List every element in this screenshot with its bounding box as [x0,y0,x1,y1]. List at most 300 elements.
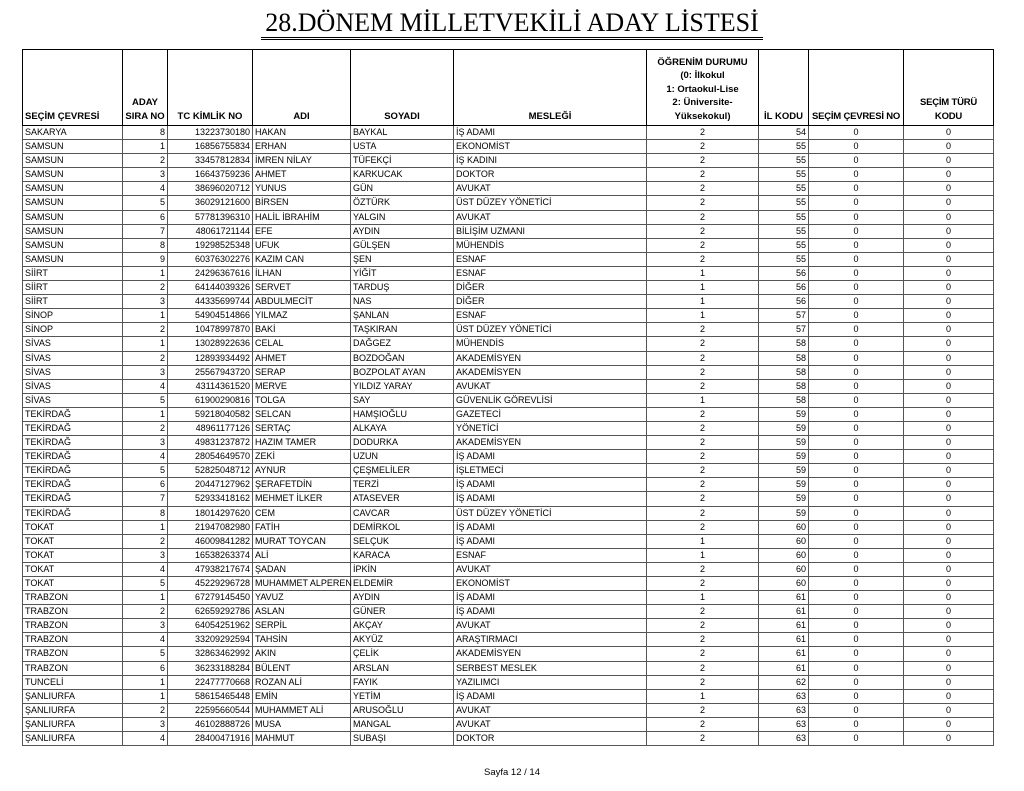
cell-sira-no: 2 [123,605,168,619]
cell-secim-cevresi: TRABZON [23,647,123,661]
cell-sira-no: 1 [123,407,168,421]
cell-ogrenim: 1 [647,281,759,295]
cell-sira-no: 1 [123,689,168,703]
cell-ogrenim: 2 [647,717,759,731]
table-row [23,337,994,351]
cell-secim-cevresi-no: 0 [809,520,904,534]
cell-secim-turu-kodu: 0 [904,478,994,492]
cell-secim-turu-kodu: 0 [904,154,994,168]
cell-il-kodu: 61 [759,605,809,619]
header-adi: ADI [253,50,351,126]
table-row [23,351,994,365]
cell-secim-cevresi-no: 0 [809,464,904,478]
table-row [23,689,994,703]
cell-ogrenim: 2 [647,605,759,619]
cell-il-kodu: 55 [759,238,809,252]
cell-soyadi: BAYKAL [351,126,454,140]
cell-meslegi: DİĞER [454,295,647,309]
cell-secim-cevresi-no: 0 [809,689,904,703]
cell-secim-cevresi: TRABZON [23,591,123,605]
cell-adi: ABDULMECİT [253,295,351,309]
cell-tc-kimlik-no: 36233188284 [168,661,253,675]
cell-tc-kimlik-no: 12893934492 [168,351,253,365]
table-row [23,732,994,746]
cell-ogrenim: 2 [647,168,759,182]
cell-il-kodu: 62 [759,675,809,689]
cell-sira-no: 5 [123,647,168,661]
cell-secim-cevresi-no: 0 [809,591,904,605]
table-row [23,365,994,379]
cell-il-kodu: 63 [759,703,809,717]
cell-il-kodu: 61 [759,647,809,661]
cell-secim-cevresi: TEKİRDAĞ [23,450,123,464]
cell-tc-kimlik-no: 46102888726 [168,717,253,731]
cell-secim-cevresi: TRABZON [23,661,123,675]
cell-il-kodu: 56 [759,295,809,309]
cell-secim-cevresi: SİVAS [23,337,123,351]
cell-tc-kimlik-no: 48061721144 [168,224,253,238]
table-row [23,210,994,224]
cell-adi: İLHAN [253,266,351,280]
cell-sira-no: 5 [123,464,168,478]
cell-ogrenim: 2 [647,661,759,675]
cell-tc-kimlik-no: 10478997870 [168,323,253,337]
cell-tc-kimlik-no: 21947082980 [168,520,253,534]
cell-adi: ASLAN [253,605,351,619]
cell-il-kodu: 61 [759,633,809,647]
table-row [23,126,994,140]
cell-secim-cevresi: SİVAS [23,393,123,407]
cell-adi: HAKAN [253,126,351,140]
cell-tc-kimlik-no: 13223730180 [168,126,253,140]
cell-tc-kimlik-no: 64144039326 [168,281,253,295]
cell-tc-kimlik-no: 24296367616 [168,266,253,280]
cell-sira-no: 6 [123,478,168,492]
cell-ogrenim: 2 [647,182,759,196]
cell-sira-no: 4 [123,182,168,196]
cell-sira-no: 3 [123,619,168,633]
cell-adi: MERVE [253,379,351,393]
table-row [23,577,994,591]
cell-sira-no: 3 [123,295,168,309]
cell-secim-cevresi: TEKİRDAĞ [23,436,123,450]
cell-il-kodu: 58 [759,351,809,365]
cell-secim-cevresi-no: 0 [809,224,904,238]
header-secim-cevresi-no: SEÇİM ÇEVRESİ NO [809,50,904,126]
table-row [23,436,994,450]
header-secim-cevresi: SEÇİM ÇEVRESİ [23,50,123,126]
cell-ogrenim: 2 [647,351,759,365]
cell-il-kodu: 55 [759,182,809,196]
table-row [23,633,994,647]
cell-sira-no: 4 [123,562,168,576]
cell-tc-kimlik-no: 61900290816 [168,393,253,407]
cell-ogrenim: 2 [647,478,759,492]
cell-secim-cevresi-no: 0 [809,562,904,576]
cell-meslegi: MÜHENDİS [454,337,647,351]
cell-sira-no: 9 [123,252,168,266]
cell-adi: TOLGA [253,393,351,407]
cell-adi: YAVUZ [253,591,351,605]
cell-secim-cevresi: TEKİRDAĞ [23,421,123,435]
cell-il-kodu: 59 [759,407,809,421]
cell-ogrenim: 2 [647,238,759,252]
cell-il-kodu: 55 [759,224,809,238]
cell-soyadi: ARUSOĞLU [351,703,454,717]
cell-adi: ZEKİ [253,450,351,464]
cell-sira-no: 1 [123,591,168,605]
cell-secim-cevresi: TUNCELİ [23,675,123,689]
cell-soyadi: GÜNER [351,605,454,619]
cell-ogrenim: 2 [647,365,759,379]
cell-adi: HALİL İBRAHİM [253,210,351,224]
cell-soyadi: YILDIZ YARAY [351,379,454,393]
cell-secim-turu-kodu: 0 [904,365,994,379]
cell-soyadi: TÜFEKÇİ [351,154,454,168]
cell-secim-cevresi-no: 0 [809,478,904,492]
cell-tc-kimlik-no: 43114361520 [168,379,253,393]
cell-secim-cevresi: SAMSUN [23,238,123,252]
cell-ogrenim: 1 [647,689,759,703]
cell-tc-kimlik-no: 62659292786 [168,605,253,619]
cell-ogrenim: 2 [647,492,759,506]
cell-tc-kimlik-no: 28400471916 [168,732,253,746]
cell-tc-kimlik-no: 32863462992 [168,647,253,661]
cell-secim-turu-kodu: 0 [904,238,994,252]
cell-tc-kimlik-no: 58615465448 [168,689,253,703]
table-header-row [23,50,994,126]
cell-secim-turu-kodu: 0 [904,577,994,591]
cell-ogrenim: 2 [647,196,759,210]
cell-soyadi: ŞEN [351,252,454,266]
cell-meslegi: İŞ ADAMI [454,591,647,605]
page-title [0,8,1024,38]
cell-secim-cevresi-no: 0 [809,295,904,309]
cell-secim-cevresi-no: 0 [809,393,904,407]
cell-secim-turu-kodu: 0 [904,295,994,309]
cell-tc-kimlik-no: 52933418162 [168,492,253,506]
cell-soyadi: KARACA [351,548,454,562]
cell-il-kodu: 61 [759,619,809,633]
cell-secim-turu-kodu: 0 [904,506,994,520]
table-body [23,126,994,746]
page-title-text: 28.DÖNEM MİLLETVEKİLİ ADAY LİSTESİ [261,8,762,40]
candidate-table [22,49,994,746]
table-row [23,238,994,252]
table-row [23,619,994,633]
cell-tc-kimlik-no: 25567943720 [168,365,253,379]
cell-tc-kimlik-no: 22595660544 [168,703,253,717]
cell-il-kodu: 60 [759,577,809,591]
cell-secim-turu-kodu: 0 [904,703,994,717]
cell-meslegi: DOKTOR [454,732,647,746]
cell-secim-cevresi: SİNOP [23,323,123,337]
cell-sira-no: 4 [123,450,168,464]
cell-meslegi: DOKTOR [454,168,647,182]
cell-soyadi: YİĞİT [351,266,454,280]
cell-secim-turu-kodu: 0 [904,605,994,619]
cell-il-kodu: 56 [759,281,809,295]
table-row [23,140,994,154]
cell-secim-cevresi-no: 0 [809,577,904,591]
cell-secim-cevresi-no: 0 [809,210,904,224]
cell-secim-cevresi: SİVAS [23,351,123,365]
cell-sira-no: 6 [123,210,168,224]
cell-adi: SERTAÇ [253,421,351,435]
cell-secim-turu-kodu: 0 [904,337,994,351]
cell-meslegi: AVUKAT [454,210,647,224]
cell-soyadi: DODURKA [351,436,454,450]
cell-soyadi: AYDIN [351,591,454,605]
cell-tc-kimlik-no: 33457812834 [168,154,253,168]
cell-sira-no: 4 [123,379,168,393]
cell-ogrenim: 2 [647,421,759,435]
header-aday-sira-no: ADAY SIRA NO [123,50,168,126]
cell-sira-no: 5 [123,577,168,591]
cell-il-kodu: 60 [759,534,809,548]
table-row [23,379,994,393]
cell-sira-no: 1 [123,266,168,280]
table-row [23,252,994,266]
cell-tc-kimlik-no: 59218040582 [168,407,253,421]
cell-soyadi: CAVCAR [351,506,454,520]
cell-tc-kimlik-no: 47938217674 [168,562,253,576]
cell-secim-turu-kodu: 0 [904,196,994,210]
table-row [23,492,994,506]
cell-meslegi: MÜHENDİS [454,238,647,252]
cell-meslegi: AVUKAT [454,703,647,717]
table-row [23,661,994,675]
cell-il-kodu: 63 [759,689,809,703]
cell-adi: MUHAMMET ALİ [253,703,351,717]
cell-ogrenim: 1 [647,266,759,280]
cell-secim-cevresi-no: 0 [809,619,904,633]
cell-secim-turu-kodu: 0 [904,619,994,633]
cell-ogrenim: 2 [647,633,759,647]
cell-adi: SERAP [253,365,351,379]
cell-secim-cevresi-no: 0 [809,492,904,506]
cell-meslegi: ESNAF [454,252,647,266]
cell-meslegi: AVUKAT [454,619,647,633]
cell-secim-cevresi: SİİRT [23,295,123,309]
cell-sira-no: 2 [123,703,168,717]
cell-soyadi: YETİM [351,689,454,703]
cell-adi: FATİH [253,520,351,534]
table-row [23,450,994,464]
cell-ogrenim: 2 [647,675,759,689]
cell-secim-turu-kodu: 0 [904,450,994,464]
cell-secim-cevresi: TOKAT [23,562,123,576]
cell-ogrenim: 2 [647,703,759,717]
cell-secim-cevresi: SAMSUN [23,182,123,196]
cell-secim-cevresi: SİNOP [23,309,123,323]
cell-adi: HAZIM TAMER [253,436,351,450]
cell-sira-no: 3 [123,436,168,450]
cell-ogrenim: 2 [647,252,759,266]
cell-secim-cevresi-no: 0 [809,252,904,266]
cell-secim-cevresi: SAKARYA [23,126,123,140]
cell-sira-no: 2 [123,534,168,548]
cell-meslegi: EKONOMİST [454,577,647,591]
cell-adi: BAKİ [253,323,351,337]
cell-secim-cevresi-no: 0 [809,450,904,464]
cell-secim-turu-kodu: 0 [904,661,994,675]
cell-secim-turu-kodu: 0 [904,140,994,154]
table-row [23,520,994,534]
table-row [23,224,994,238]
header-meslegi: MESLEĞİ [454,50,647,126]
cell-sira-no: 1 [123,337,168,351]
cell-secim-cevresi: SAMSUN [23,196,123,210]
cell-secim-turu-kodu: 0 [904,520,994,534]
cell-sira-no: 5 [123,196,168,210]
cell-meslegi: ÜST DÜZEY YÖNETİCİ [454,506,647,520]
cell-ogrenim: 2 [647,562,759,576]
cell-meslegi: AKADEMİSYEN [454,436,647,450]
cell-meslegi: İŞ ADAMI [454,126,647,140]
cell-soyadi: HAMŞIOĞLU [351,407,454,421]
cell-sira-no: 4 [123,732,168,746]
cell-secim-cevresi-no: 0 [809,168,904,182]
cell-il-kodu: 59 [759,478,809,492]
cell-sira-no: 4 [123,633,168,647]
cell-ogrenim: 2 [647,210,759,224]
cell-adi: AYNUR [253,464,351,478]
cell-ogrenim: 1 [647,295,759,309]
table-row [23,182,994,196]
table-row [23,506,994,520]
cell-tc-kimlik-no: 16538263374 [168,548,253,562]
cell-secim-cevresi: ŞANLIURFA [23,689,123,703]
cell-secim-cevresi: TEKİRDAĞ [23,506,123,520]
cell-tc-kimlik-no: 49831237872 [168,436,253,450]
cell-tc-kimlik-no: 16856755834 [168,140,253,154]
cell-secim-cevresi-no: 0 [809,675,904,689]
cell-secim-cevresi: SAMSUN [23,224,123,238]
cell-secim-cevresi-no: 0 [809,407,904,421]
cell-il-kodu: 58 [759,337,809,351]
cell-il-kodu: 59 [759,436,809,450]
cell-secim-cevresi: TRABZON [23,633,123,647]
header-ogrenim-durumu: ÖĞRENİM DURUMU (0: İlkokul 1: Ortaokul-Lise 2: Üniversite- Yüksekokul) [647,50,759,126]
cell-il-kodu: 60 [759,562,809,576]
cell-meslegi: GAZETECİ [454,407,647,421]
cell-secim-turu-kodu: 0 [904,436,994,450]
cell-secim-turu-kodu: 0 [904,309,994,323]
cell-tc-kimlik-no: 54904514866 [168,309,253,323]
cell-secim-turu-kodu: 0 [904,393,994,407]
cell-soyadi: NAS [351,295,454,309]
table-row [23,407,994,421]
cell-sira-no: 2 [123,323,168,337]
cell-ogrenim: 2 [647,450,759,464]
table-row [23,562,994,576]
cell-ogrenim: 2 [647,140,759,154]
cell-ogrenim: 2 [647,154,759,168]
cell-soyadi: ARSLAN [351,661,454,675]
table-row [23,168,994,182]
table-row [23,309,994,323]
cell-ogrenim: 2 [647,407,759,421]
cell-soyadi: BOZPOLAT AYAN [351,365,454,379]
cell-tc-kimlik-no: 22477770668 [168,675,253,689]
cell-meslegi: AVUKAT [454,562,647,576]
cell-meslegi: YAZILIMCI [454,675,647,689]
cell-adi: ŞADAN [253,562,351,576]
cell-secim-turu-kodu: 0 [904,633,994,647]
cell-ogrenim: 2 [647,520,759,534]
cell-secim-cevresi: TOKAT [23,520,123,534]
cell-adi: EFE [253,224,351,238]
cell-tc-kimlik-no: 45229296728 [168,577,253,591]
cell-ogrenim: 2 [647,337,759,351]
table-row [23,703,994,717]
cell-meslegi: ESNAF [454,548,647,562]
cell-secim-cevresi: TEKİRDAĞ [23,478,123,492]
cell-ogrenim: 2 [647,732,759,746]
cell-tc-kimlik-no: 18014297620 [168,506,253,520]
cell-tc-kimlik-no: 48961177126 [168,421,253,435]
cell-ogrenim: 2 [647,224,759,238]
cell-meslegi: İŞ ADAMI [454,605,647,619]
cell-sira-no: 3 [123,717,168,731]
cell-soyadi: TERZİ [351,478,454,492]
header-secim-turu-kodu: SEÇİM TÜRÜ KODU [904,50,994,126]
table-row [23,647,994,661]
cell-il-kodu: 55 [759,140,809,154]
table-row [23,266,994,280]
cell-meslegi: AKADEMİSYEN [454,647,647,661]
cell-secim-turu-kodu: 0 [904,647,994,661]
cell-meslegi: GÜVENLİK GÖREVLİSİ [454,393,647,407]
table-row [23,548,994,562]
cell-secim-turu-kodu: 0 [904,732,994,746]
cell-ogrenim: 2 [647,126,759,140]
cell-il-kodu: 59 [759,450,809,464]
cell-il-kodu: 59 [759,421,809,435]
cell-adi: SERVET [253,281,351,295]
cell-secim-cevresi-no: 0 [809,633,904,647]
cell-soyadi: ŞANLAN [351,309,454,323]
cell-secim-cevresi-no: 0 [809,309,904,323]
cell-sira-no: 1 [123,520,168,534]
cell-soyadi: ÖZTÜRK [351,196,454,210]
cell-meslegi: İŞ ADAMI [454,520,647,534]
cell-soyadi: UZUN [351,450,454,464]
cell-soyadi: TARDUŞ [351,281,454,295]
cell-adi: AHMET [253,351,351,365]
cell-sira-no: 1 [123,309,168,323]
cell-adi: İMREN NİLAY [253,154,351,168]
cell-ogrenim: 1 [647,548,759,562]
cell-ogrenim: 2 [647,323,759,337]
cell-secim-cevresi: ŞANLIURFA [23,703,123,717]
cell-meslegi: BİLİŞİM UZMANI [454,224,647,238]
cell-tc-kimlik-no: 64054251962 [168,619,253,633]
cell-adi: MUSA [253,717,351,731]
cell-sira-no: 6 [123,661,168,675]
cell-il-kodu: 55 [759,168,809,182]
cell-secim-turu-kodu: 0 [904,168,994,182]
cell-il-kodu: 57 [759,309,809,323]
cell-adi: BÜLENT [253,661,351,675]
cell-sira-no: 2 [123,281,168,295]
cell-meslegi: AVUKAT [454,717,647,731]
cell-adi: EMİN [253,689,351,703]
cell-tc-kimlik-no: 20447127962 [168,478,253,492]
cell-secim-cevresi-no: 0 [809,647,904,661]
cell-sira-no: 3 [123,168,168,182]
